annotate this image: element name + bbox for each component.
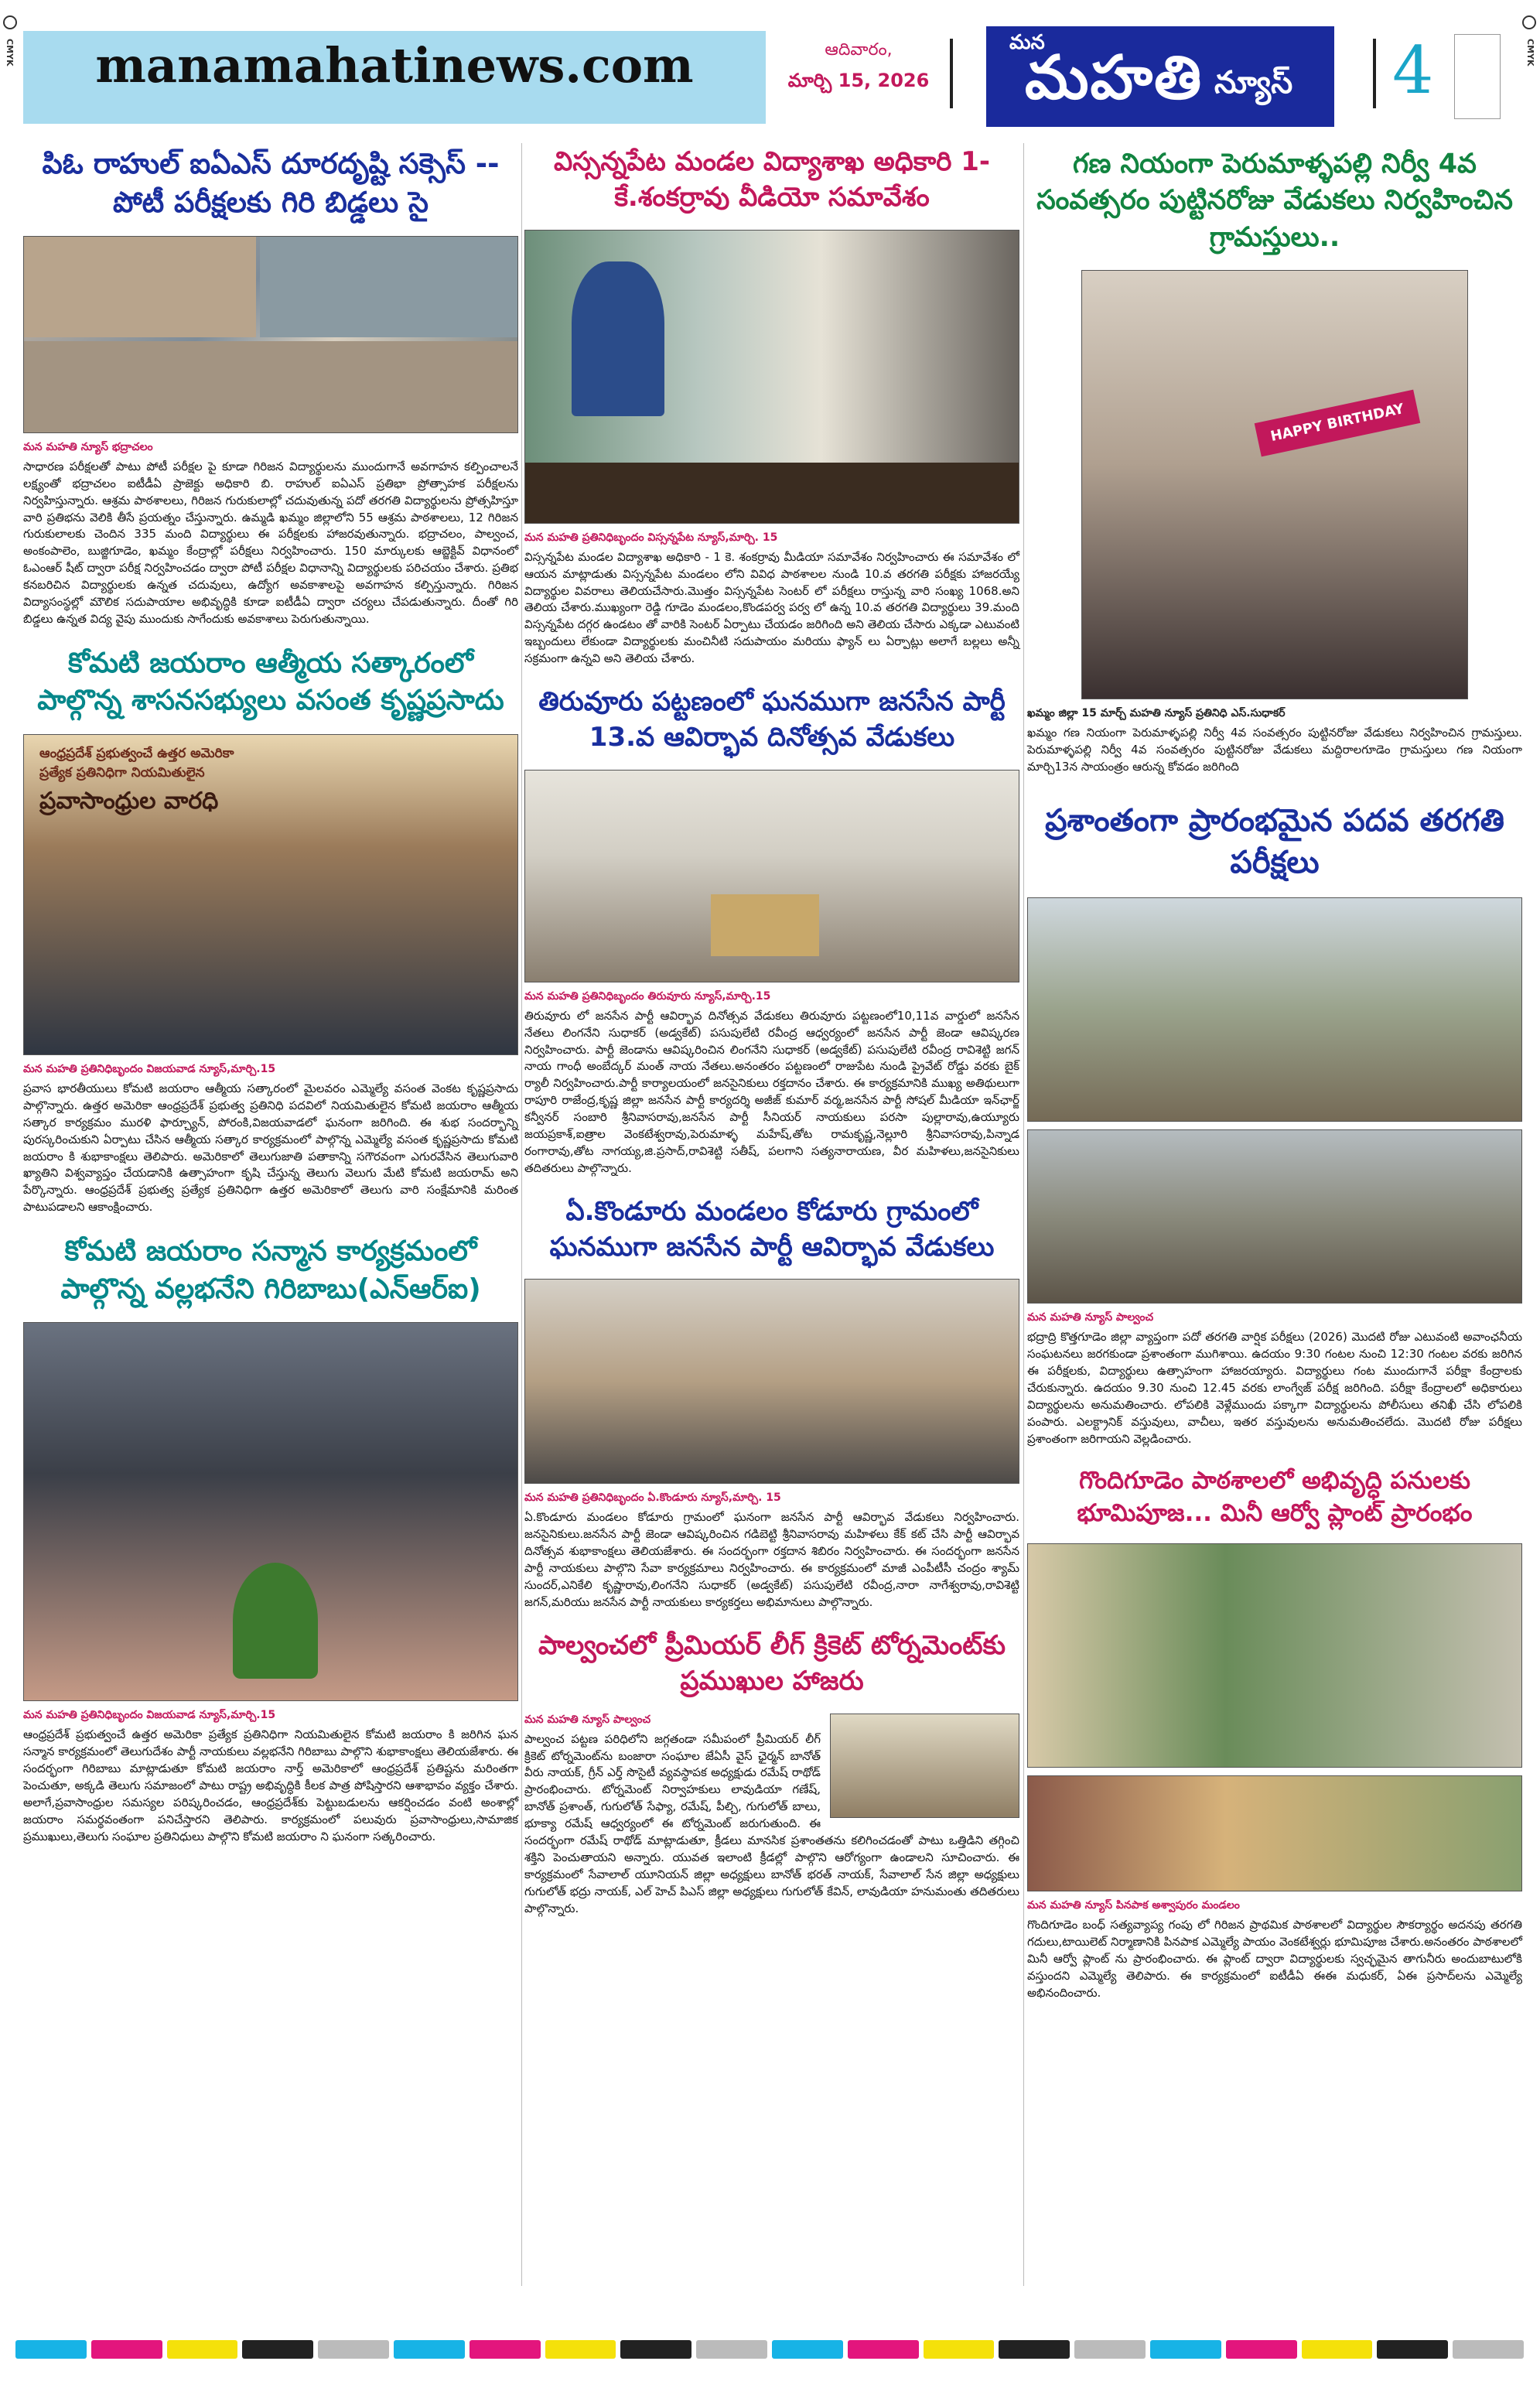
headline[interactable]: కోమటి జయరాం ఆత్మీయ సత్కారంలో పాల్గొన్న శాసనసభ్యులు వసంత కృష్ణప్రసాదు	[37, 647, 504, 717]
article-body: భద్రాద్రి కొత్తగూడెం జిల్లా వ్యాప్తంగా పదో తరగతి వార్షిక పరీక్షలు (2026) మొదటి రోజు ఎటువంటి అవాంఛనీయ సంఘటనలు జరగకుండా ప్రశాంతంగా ముగిశాయి. ఉదయం 9:30 గంటల నుంచి 12:30 గంటల వరకు జరిగిన ఈ పరీక్షలకు, విద్యార్థులు ఉత్సాహంగా హాజరయ్యారు. విద్యార్థులు గంట ముందుగానే పరీక్షా కేంద్రాలకు చేరుకున్నారు. ఉదయం 9.30 నుంచి 12.45 వరకు లాంగ్వేజ్ పరీక్ష జరిగింది. పరీక్షా కేంద్రాలలో అధికారులు విద్యార్థులను అనుమతించారు. లోపలికి వెళ్లేముందు పక్కాగా విద్యార్థులను పోలీసులు తనిఖీ చేసి లోపలికి పంపారు. ఎలక్ట్రానిక్ వస్తువులు, వాచీలు, ఇతర వస్తువులను అనుమతించలేదు. మొదటి రోజు పరీక్షలు ప్రశాంతంగా జరిగాయని వెల్లడించారు.	[1027, 1330, 1522, 1446]
article-komati-jayaram-2	[23, 1233, 518, 1845]
color-swatch	[1150, 2340, 1221, 2359]
color-swatch	[848, 2340, 919, 2359]
article-photo	[1027, 897, 1522, 1122]
article-photo	[23, 734, 518, 1055]
headline[interactable]: గణ నియంగా పెరుమాళ్ళపల్లి నిర్వీ 4వ సంవత్సరం పుట్టినరోజు వేడుకలు నిర్వహించిన గ్రామస్తులు..	[1036, 149, 1513, 253]
platform-shape	[711, 894, 819, 956]
color-swatch	[394, 2340, 465, 2359]
article-palvancha-cricket	[524, 1628, 1019, 1918]
article-a-konduru	[524, 1194, 1019, 1611]
color-swatch	[1302, 2340, 1373, 2359]
column-rule	[521, 143, 522, 2286]
article-body: సాధారణ పరీక్షలతో పాటు పోటీ పరీక్షల పై కూడా గిరిజన విద్యార్థులను ముందుగానే అవగాహన కల్పించాలనే లక్ష్యంతో భద్రాచలం ఐటీడీఏ ప్రాజెక్టు అధికారి బి. రాహుల్ ఐఏఎస్ ప్రతిభా ప్రోత్సాహక పరీక్షలను నిర్వహిస్తున్నారు. ఆశ్రమ పాఠశాలలు, గిరిజన గురుకులాల్లో చదువుతున్న పదో తరగతి విద్యార్థులను ప్రోత్సహిస్తూ వారి ప్రతిభను వెలికి తీసే ప్రయత్నం చేస్తున్నారు. ఉమ్మడి ఖమ్మం జిల్లాలోని 55 ఆశ్రమ పాఠశాలలు, 12 గిరిజన గురుకులాలకు చెందిన 335 మంది విద్యార్థులు ఈ పరీక్షలకు హాజరవుతున్నారు. భద్రాచలం, పాల్వంచ, అంకంపాలెం, బుజ్జిగూడెం, ఖమ్మం కేంద్రాల్లో పరీక్షలు నిర్వహించారు. 150 మార్కులకు ఆబ్జెక్టివ్ విధానంలో ఓఎంఆర్ షీట్ ద్వారా పరీక్ష నిర్వహించడం ద్వారా పోటీ పరీక్షల విధానాన్ని విద్యార్థులకు పరిచయం చేశారు. ప్రతిభ కనబరిచిన విద్యార్థులకు ఉన్నత చదువులు, ఉద్యోగ అవకాశాలపై అవగాహన కల్పిస్తున్నారు. గిరిజన విద్యాసంస్థల్లో మౌలిక సదుపాయాల అభివృద్ధికి కూడా ఐటీడీఏ ద్వారా చర్యలు చేపడుతున్నారు. దీంతో గిరి బిడ్డలు ఉన్నత విద్య వైపు ముందుకు సాగేందుకు అవకాశాలు పెరుగుతున్నాయి.	[23, 459, 518, 626]
divider	[1373, 39, 1376, 108]
article-photo	[23, 236, 518, 433]
color-swatch	[545, 2340, 616, 2359]
article-komati-jayaram-1	[23, 645, 518, 1216]
logo-small-text: మన	[1009, 31, 1045, 54]
logo-news-text: న్యూస్	[1214, 65, 1293, 101]
registration-mark-icon	[1522, 15, 1536, 29]
article-photo	[524, 770, 1019, 982]
photo-panel	[24, 341, 518, 433]
birthday-banner: HAPPY BIRTHDAY	[1255, 389, 1421, 456]
color-swatch	[242, 2340, 313, 2359]
headline[interactable]: విస్సన్నపేట మండల విద్యాశాఖ అధికారి 1-కే.శంకర్రావు వీడియో సమావేశం	[554, 146, 990, 213]
date-day: ఆదివారం,	[825, 40, 893, 60]
article-credit: మన మహతి న్యూస్ పాల్వంచ	[524, 1713, 651, 1726]
article-body: విస్సన్నపేట మండల విద్యాశాఖ అధికారి - 1 కె. శంకర్రావు మీడియా సమావేశం నిర్వహించారు ఈ సమావేశం లో ఆయన మాట్లాడుతు విస్సన్నపేట మండలం లోని వివిధ పాఠశాలల నుండి 10.వ తరగతి పరీక్షకు హాజరయ్యే విద్యార్థుల వివరాలు తెలియచేసారు.మొత్తం విస్సన్నపేట సెంటర్ లో పరీక్షలు రాస్తున్న వారి సంఖ్య 1068.అని తెలియ చేశారు.ముఖ్యంగా రెడ్డి గూడెం మండలం,కొండపర్వ పర్వ లో ఉన్న 10.వ తరగతి విద్యార్థులు 39.మంది విస్సన్నపేట దగ్గర ఉండటం తో వారికి సెంటర్ ఏర్పాటు చేయడం జరిగింది అని తెలియ చేసారు ఎక్కడా ఎటువంటి ఇబ్బందులు లేకుండా విద్యార్థులకు మంచినీటి సదుపాయం మరియు ఫ్యాన్ లు ఏర్పాట్లు అలాగే బల్లలు అన్నీ సక్రమంగా ఉన్నవి అని తెలియ చేశారు.	[524, 549, 1019, 666]
article-photo	[1027, 1129, 1522, 1304]
logo-main-text: మహతి	[1025, 43, 1204, 113]
corner-box	[1454, 34, 1501, 119]
article-body: ఆంధ్రప్రదేశ్ ప్రభుత్వంచే ఉత్తర అమెరికా ప్రత్యేక ప్రతినిధిగా నియమితులైన కోమటి జయరాం కి జరిగిన ఘన సన్మాన కార్యక్రమంలో తెలుగుదేశం పార్టీ నాయకులు వల్లభనేని గిరిబాబు పాల్గొని శుభాకాంక్షలు తెలియజేశారు. ఈ సందర్భంగా గిరిబాబు మాట్లాడుతూ కోమటి జయరాం నార్త్ అమెరికాలో ఆంధ్రప్రదేశ్ ప్రతిష్టను మరింతగా పెంచుతూ, అక్కడి తెలుగు సమాజంలో పాటు రాష్ట్ర అభివృద్ధికి కీలక పాత్ర పోషిస్తారని ఆశాభావం వ్యక్తం చేశారు. అలాగే,ప్రవాసాంధ్రుల సమస్యల పరిష్కరించడం, ఆంధ్రప్రదేశ్‌కు పెట్టుబడులను ఆకర్షించడం వంటి అంశాల్లో జయరాం సమర్థవంతంగా పనిచేస్తారని తెలిపారు. కార్యక్రమంలో పలువురు ప్రవాసాంధ్రులు,సామాజిక ప్రముఖులు,తెలుగు సంఘాల ప్రతినిధులు పాల్గొని కోమటి జయరాం ని ఘనంగా సత్కరించారు.	[23, 1727, 518, 1843]
photo-banner-text	[39, 744, 364, 818]
page-number: 4	[1392, 32, 1434, 108]
article-credit: మన మహతి న్యూస్ పాల్వంచ	[1027, 1311, 1154, 1324]
banner-line: ఆంధ్రప్రదేశ్ ప్రభుత్వంచే ఉత్తర అమెరికా	[39, 745, 234, 761]
color-swatch	[1226, 2340, 1297, 2359]
color-swatch	[470, 2340, 541, 2359]
article-credit: మన మహతి ప్రతినిధిబృందం తిరువూరు న్యూస్,మార్చి.15	[524, 989, 771, 1003]
article-credit: మన మహతి ప్రతినిధిబృందం ఏ.కొండూరు న్యూస్,మార్చి. 15	[524, 1491, 781, 1505]
color-swatch	[999, 2340, 1070, 2359]
headline[interactable]: కోమటి జయరాం సన్మాన కార్యక్రమంలో పాల్గొన్న వల్లభనేని గిరిబాబు(ఎన్ఆర్ఐ)	[60, 1235, 481, 1305]
headline[interactable]: ఏ.కొండూరు మండలం కోడూరు గ్రామంలో ఘనముగా జనసేన పార్టీ ఆవిర్భావ వేడుకలు	[549, 1195, 995, 1263]
color-swatch	[15, 2340, 87, 2359]
color-swatch	[91, 2340, 162, 2359]
color-swatch	[318, 2340, 389, 2359]
column-center	[524, 135, 1019, 1917]
banner-line: ప్రత్యేక ప్రతినిధిగా నియమితులైన	[39, 765, 205, 781]
article-body: ఖమ్మం గణ నియంగా పెరుమాళ్ళపల్లి నిర్వీ 4వ సంవత్సరం పుట్టినరోజు వేడుకలు నిర్వహించిన గ్రామస్తులు. పెరుమాళ్ళపల్లి నిర్వీ 4వ సంవత్సరం పుట్టినరోజు వేడుకలు మద్దిరాలగూడెం గ్రామస్తులు గణ నియంగా మార్చి13న సాయంత్రం ఆరున్న కోవడం జరిగింది	[1027, 725, 1522, 774]
article-photo	[1081, 270, 1468, 699]
headline[interactable]: పిఓ రాహుల్ ఐఏఎస్ దూరదృష్టి సక్సెస్ -- పోటీ పరీక్షలకు గిరి బిడ్డలు సై	[42, 147, 500, 219]
date-box	[773, 31, 944, 124]
color-swatch	[772, 2340, 843, 2359]
column-right	[1027, 135, 1522, 2002]
article-credit: మన మహతి ప్రతినిధిబృందం విజయవాడ న్యూస్,మార్చి.15	[23, 1062, 276, 1075]
article-photo	[524, 230, 1019, 524]
article-credit: మన మహతి ప్రతినిధిబృందం విజయవాడ న్యూస్,మార్చి.15	[23, 1709, 276, 1722]
column-rule	[1023, 143, 1024, 2286]
portrait-shape	[572, 261, 664, 416]
article-photo	[830, 1714, 1019, 1818]
banner-line: ప్రవాసాంధ్రుల వారధి	[39, 787, 219, 815]
article-body: తిరువూరు లో జనసేన పార్టీ ఆవిర్భావ దినోత్సవ వేడుకలు తిరువూరు పట్టణంలో10,11వ వార్డులో జనసేన నేతలు లింగనేని సుధాకర్ (అడ్వకేట్) పసుపులేటి రవీంద్ర ఆధ్వర్యంలో జనసేన పార్టీ జెండా ఆవిష్కరణ నిర్వహించారు. పార్టీ జెండాను ఆవిష్కరించిన లింగనేని సుధాకర్ (అడ్వకేట్) పసుపులేటి రవీంద్ర రావిశెట్టి జగన్ నాయ గాంధీ అంబేద్కర్ మంత్ నాయ నేతలు.అనంతరం పట్టణంలో రాజుపేట నుండి ప్రైవేట్ రోడ్డు వరకు బైక్ ర్యాలీ నిర్వహించారు.పార్టీ కార్యాలయంలో జనసైనికులు రక్తదానం చేశారు. ఈ కార్యక్రమానికి ముఖ్య అతిథులుగా రాపూరి రాజేంద్ర,కృష్ణ జిల్లా జనసేన పార్టీ కార్యదర్శి అజీజ్ కుమార్ వర్మ,జనసేన పార్టీ సోషల్ మీడియా ఇన్‌ఛార్జ్ కన్వీనర్ సంబారి శ్రీనివాసరావు,జనసేన పార్టీ సీనియర్ నాయకులు పరసా పుల్లారావు,ఉయ్యూరు జయప్రకాశ్,ఐత్రాల వెంకటేశ్వరావు,పెరుమాళ్ళ మహేష్,తోట రామకృష్ణ,నెల్లూరి శ్రీనివాసరావు,పిన్నాడ రంగారావు,తోట నాగయ్య,జి.ప్రసాద్,రావిశెట్టి సతీష్, పలగాని సత్యనారాయణ, వీర మహిళలు,జనసైనికులు తదితరులు పాల్గొన్నారు.	[524, 1008, 1019, 1175]
article-credit: ఖమ్మం జిల్లా 15 మార్చ్ మహతి న్యూస్ ప్రతినిధి ఎస్.సుధాకర్	[1027, 706, 1286, 719]
article-birthday	[1027, 146, 1522, 775]
article-credit: మన మహతి ప్రతినిధిబృందం విస్సన్నపేట న్యూస్,మార్చి. 15	[524, 531, 778, 544]
headline[interactable]: ప్రశాంతంగా ప్రారంభమైన పదవ తరగతి పరీక్షలు	[1045, 803, 1504, 881]
article-tiruvuru	[524, 685, 1019, 1177]
cmyk-label: CMYK	[1525, 39, 1535, 67]
cmyk-label: CMYK	[5, 39, 15, 67]
color-swatch	[696, 2340, 767, 2359]
article-vissannapeta	[524, 145, 1019, 668]
column-left	[23, 135, 518, 1846]
article-body: గొందిగూడెం బంధ్ సత్యవ్యాప్య గంపు లో గిరిజన ప్రాథమిక పాఠశాలలో విద్యార్థుల సౌకర్యార్థం అదనపు తరగతి గదులు,టాయిలెట్ నిర్మాణానికి పినపాక ఎమ్మెల్యే పాయం వెంకటేశ్వర్లు భూమిపూజ చేశారు.అనంతరం పాఠశాలలో మినీ ఆర్వో ప్లాంట్ ను ప్రారంభించారు. ఈ ప్లాంట్ ద్వారా విద్యార్థులకు స్వచ్ఛమైన తాగునీరు అందుబాటులోకి వస్తుందని ఎమ్మెల్యే తెలిపారు. ఈ కార్యక్రమంలో ఐటీడీఏ ఈఈ మధుకర్, ఏఈ ప్రసాద్‌లను ఎమ్మెల్యే అభినందించారు.	[1027, 1918, 1522, 2000]
color-swatch	[167, 2340, 238, 2359]
color-swatch	[924, 2340, 995, 2359]
article-content	[524, 1714, 1019, 1918]
divider	[950, 39, 953, 108]
article-photo	[524, 1279, 1019, 1484]
date-value: మార్చి 15, 2026	[787, 70, 930, 91]
article-photo	[23, 1322, 518, 1701]
color-swatch	[620, 2340, 691, 2359]
plant-shape	[233, 1563, 318, 1679]
color-registration-strip	[15, 2340, 1524, 2359]
article-po-rahul	[23, 145, 518, 628]
article-body: ప్రవాస భారతీయులు కోమటి జయరాం ఆత్మీయ సత్కారంలో మైలవరం ఎమ్మెల్యే వసంత వెంకట కృష్ణప్రసాదు పాల్గొన్నారు. ఉత్తర అమెరికా ఆంధ్రప్రదేశ్ ప్రభుత్వ ప్రతినిధి పదవిలో నియమితులైన కోమటి జయరాం ఆత్మీయ సత్కార కార్యక్రమం మురళి ఫార్చ్యూన్, పోరంకి,విజయవాడలో ఘనంగా జరిగింది. ఈ శుభ సందర్భాన్ని పురస్కరించుకుని ఏర్పాటు చేసిన ఆత్మీయ సత్కార కార్యక్రమంలో పాల్గొన్న ఎమ్మెల్యే వసంత కృష్ణప్రసాదు కోమటి జయరాం కి శుభాకాంక్షలు తెలిపారు. అమెరికాలో తెలుగుజాతి పతాకాన్ని సగౌరవంగా ఎగురవేసిన తెలుగువారి ఖ్యాతిని విశ్వవ్యాప్తం చేయడానికి ఉత్సాహంగా కృషి చేస్తున్న తెలుగు వెలుగు మేటి కోమటి జయరామ్ అని పేర్కొన్నారు. ఆంధ్రప్రదేశ్ ప్రభుత్వ ప్రత్యేక ప్రతినిధిగా ఉత్తర అమెరికాలో తెలుగు వారి సంక్షేమానికి మరింత పాటుపడాలని ఆకాంక్షించారు.	[23, 1081, 518, 1215]
photo-panel	[24, 237, 256, 337]
headline[interactable]: తిరువూరు పట్టణంలో ఘనముగా జనసేన పార్టీ 13.వ ఆవిర్భావ దినోత్సవ వేడుకలు	[538, 686, 1006, 753]
article-photo	[1027, 1775, 1522, 1891]
photo-panel	[260, 237, 518, 337]
color-swatch	[1453, 2340, 1524, 2359]
color-swatch	[1377, 2340, 1448, 2359]
article-body: ఏ.కొండూరు మండలం కోడూరు గ్రామంలో ఘనంగా జనసేన పార్టీ ఆవిర్భావ వేడుకలు నిర్వహించారు. జనసైనికులు.జనసేన పార్టీ జెండా ఆవిష్కరించిన గడిబెట్టి శ్రీనివాసరావు మహిళలు కేక్ కట్ చేసి పార్టీ ఆవిర్భావ దినోత్సవ శుభాకాంక్షలు తెలియజేశారు. ఈ సందర్భంగా రక్తదాన శిబిరం నిర్వహించారు. ఈ సందర్భంగా జనసేన పార్టీ నాయకులు పాల్గొని సేవా కార్యక్రమాలు నిర్వహించారు. ఈ కార్యక్రమంలో మాజీ ఎంపీటీసీ చంద్రం శ్యామ్ సుందర్,ఎనికేలి కృష్ణారావు,లింగనేని సుధాకర్ (అడ్వకేట్) పసుపులేటి రవీంద్ర,నారా నాగేశ్వరావు,రావిశెట్టి జగన్,మరియు జనసేన పార్టీ నాయకులు కార్యకర్తలు అభిమానులు పాల్గొన్నారు.	[524, 1510, 1019, 1609]
article-credit: మన మహతి న్యూస్ భద్రాచలం	[23, 440, 153, 453]
headline[interactable]: పాల్వంచలో ప్రీమియర్ లీగ్ క్రికెట్ టోర్నమెంట్‌కు ప్రముఖుల హాజరు	[538, 1629, 1006, 1696]
article-gondigudem	[1027, 1465, 1522, 2002]
newspaper-logo	[986, 26, 1334, 127]
masthead	[0, 0, 1540, 135]
article-photo	[1027, 1543, 1522, 1768]
color-swatch	[1074, 2340, 1146, 2359]
article-body: పాల్వంచ పట్టణ పరిధిలోని జగ్గతండా సమీపంలో ప్రీమియర్ లీగ్ క్రికెట్ టోర్నమెంట్‌ను బంజారా సంఘాల జేఏసీ వైస్ ఛైర్మన్ బానోత్ వీరు నాయక్, గ్రీన్ ఎర్త్ సొసైటీ వ్యవస్థాపక అధ్యక్షుడు రమేష్ రాథోడ్ ప్రారంభించారు. టోర్నమెంట్ నిర్వాహకులు లావుడియా గణేష్, బానోత్ ప్రశాంత్, గుగులోత్ సేఫ్యా, రమేష్, పీల్చి, గుగులోత్ బాలు, భూక్యా రమేష్ ఆధ్వర్యంలో ఈ టోర్నమెంట్ జరుగుతుంది. ఈ సందర్భంగా రమేష్ రాథోడ్ మాట్లాడుతూ, క్రీడలు మానసిక ప్రశాంతతను కలిగించడంతో పాటు ఒత్తిడిని తగ్గించి శక్తిని పెంచుతాయని అన్నారు. యువత ఇలాంటి క్రీడల్లో పాల్గొని ఆరోగ్యంగా ఉండాలని సూచించారు. ఈ కార్యక్రమంలో సేవాలాల్ యూనియన్ జిల్లా అధ్యక్షులు బానోత్ భరత్ నాయక్, సేవాలాల్ సేన జిల్లా అధ్యక్షులు గుగులోత్ భద్రు నాయక్, ఎల్ హెచ్ పిఎస్ జిల్లా అధ్యక్షులు గుగులోత్ కేవిన్, లావుడియా హనుమంతు తదితరులు పాల్గొన్నారు.	[524, 1731, 1019, 1915]
article-ssc-exams	[1027, 800, 1522, 1447]
desk-shape	[525, 463, 1019, 524]
article-credit: మన మహతి న్యూస్ పినపాక అశ్వాపురం మండలం	[1027, 1899, 1240, 1912]
headline[interactable]: గొందిగూడెం పాఠశాలలో అభివృద్ధి పనులకు భూమిపూజ... మినీ ఆర్వో ప్లాంట్ ప్రారంభం	[1077, 1466, 1473, 1527]
site-name[interactable]: manamahatinews.com	[95, 37, 694, 94]
registration-mark-icon	[3, 15, 17, 29]
